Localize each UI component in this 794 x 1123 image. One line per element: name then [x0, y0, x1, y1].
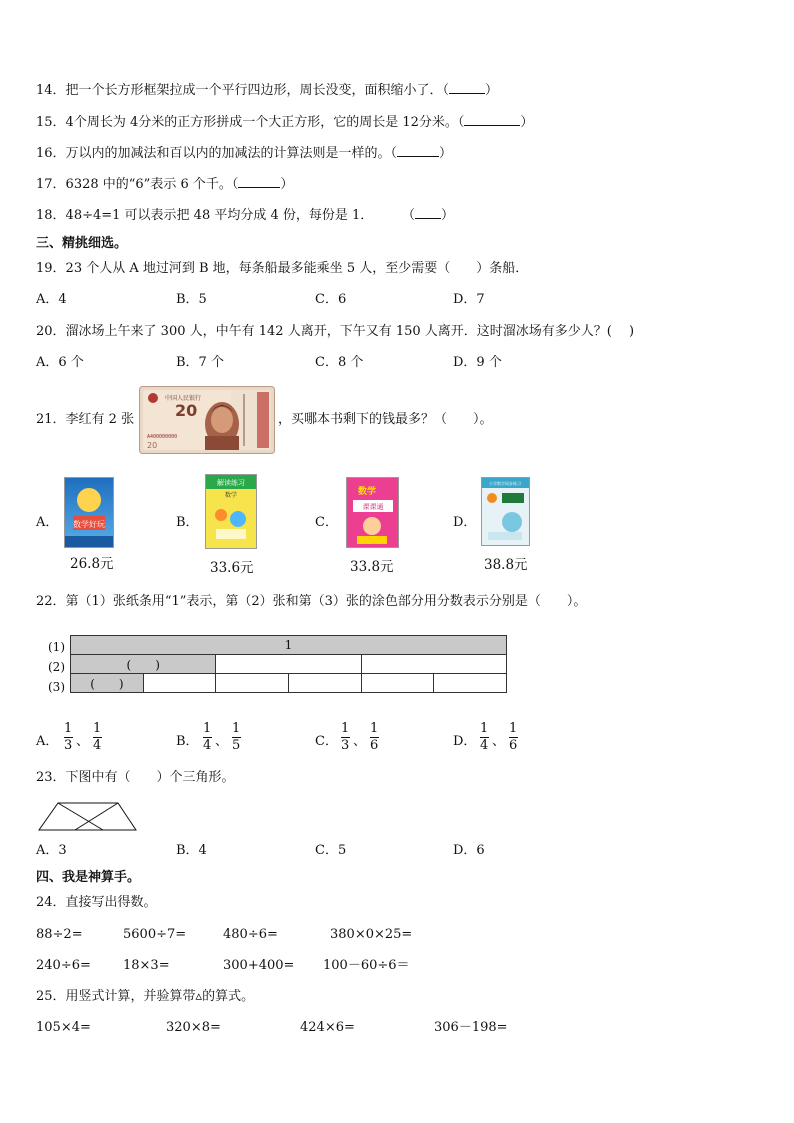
strip-1-whole: 1: [71, 636, 507, 655]
book-b-subtitle: 数学: [224, 492, 238, 499]
question-14-text: 14．把一个长方形框架拉成一个平行四边形，周长没变，面积缩小了．（: [36, 83, 450, 98]
calc-item: 18×3=: [123, 958, 170, 973]
price-a: 26.8元: [70, 556, 114, 572]
price-b: 33.6元: [210, 560, 254, 576]
strip-label-2: (2): [48, 660, 65, 674]
calc-item: 300+400=: [223, 958, 295, 973]
price-c: 33.8元: [350, 559, 394, 575]
option-b[interactable]: B．5: [176, 292, 207, 307]
option-d[interactable]: D．7: [453, 292, 485, 307]
vertical-calc-item: 105×4=: [36, 1020, 91, 1035]
svg-text:20: 20: [147, 441, 158, 450]
book-c-subtitle: 课课通: [362, 503, 384, 511]
book-cover-c: [346, 477, 399, 548]
question-17: 17．6328 中的“6”表示 6 个千。（ ）: [36, 177, 294, 192]
paper-strips-figure: [70, 635, 507, 693]
option-c[interactable]: C．5: [315, 843, 347, 858]
calc-item: 380×0×25=: [330, 927, 413, 942]
bank-name: 中国人民银行: [165, 395, 202, 402]
strip-3: [71, 674, 507, 693]
option-b[interactable]: B．7 个: [176, 355, 224, 370]
book-cover-b: [205, 474, 257, 549]
question-21-text-after: ，买哪本书剩下的钱最多？（ ）。: [278, 412, 493, 427]
option-c[interactable]: C．8 个: [315, 355, 364, 370]
book-c-title: 数学: [357, 487, 377, 497]
question-15: 15．4个周长为 4分米的正方形拼成一个大正方形，它的周长是 12分米。（ ）: [36, 115, 534, 130]
strip-label-1: (1): [48, 640, 65, 654]
calc-item: 480÷6=: [223, 927, 278, 942]
book-b-title: 解读练习: [217, 479, 245, 487]
question-14: 14．把一个长方形框架拉成一个平行四边形，周长没变，面积缩小了．（ ）: [36, 83, 499, 98]
banknote-value: 20: [175, 401, 198, 420]
strip-2-part: [216, 655, 361, 674]
book-cover-a: [64, 477, 114, 548]
fraction: 1 3: [341, 721, 350, 753]
calc-item: 100－60÷6＝: [323, 958, 410, 973]
book-d-title: 小学数学同步练习: [489, 481, 521, 486]
answer-blank[interactable]: [238, 187, 280, 188]
question-22-text: 22．第（1）张纸条用“1”表示，第（2）张和第（3）张的涂色部分用分数表示分别是（ ）。: [36, 594, 587, 609]
question-24-text: 24．直接写出得数。: [36, 895, 157, 910]
option-b[interactable]: B．4: [176, 843, 207, 858]
trapezoid-triangles-figure: [38, 802, 138, 832]
option-a[interactable]: A．4: [36, 292, 67, 307]
vertical-calc-item: 306－198=: [434, 1020, 508, 1035]
book-cover-d: [481, 477, 530, 546]
strip-label-3: (3): [48, 680, 65, 694]
book-a-title: 数学好玩: [73, 520, 105, 529]
strip-3-part: [289, 674, 362, 693]
question-17-text: 17．6328 中的“6”表示 6 个千。（: [36, 177, 239, 192]
answer-blank[interactable]: [415, 218, 441, 219]
option-d[interactable]: D．: [453, 515, 477, 530]
vertical-calc-item: 424×6=: [300, 1020, 355, 1035]
banknote-20-yuan: [139, 386, 275, 454]
question-25-text: 25．用竖式计算，并验算带▵的算式。: [36, 989, 255, 1004]
question-16: 16．万以内的加减法和百以内的加减法的计算法则是一样的。（ ）: [36, 146, 453, 161]
answer-blank[interactable]: [464, 125, 520, 126]
section-heading-3: 三、精挑细选。: [36, 236, 128, 251]
question-18: [36, 208, 373, 224]
question-19-text: 19．23 个人从 A 地过河到 B 地，每条船最多能乘坐 5 人，至少需要（ ）条船．: [36, 261, 529, 276]
strip-3-part: [143, 674, 216, 693]
fraction: 1 6: [370, 721, 379, 753]
option-a[interactable]: A．3: [36, 843, 67, 858]
option-d[interactable]: D．9 个: [453, 355, 502, 370]
fraction: 1 4: [203, 721, 212, 753]
section-heading-4: 四、我是神算手。: [36, 870, 141, 885]
option-c[interactable]: C．: [315, 515, 338, 530]
banknote-image: [139, 386, 275, 454]
fraction: 1 6: [509, 721, 518, 753]
strip-3-part: [434, 674, 507, 693]
question-15-text: 15．4个周长为 4分米的正方形拼成一个大正方形，它的周长是 12分米。（: [36, 115, 465, 130]
banknote-serial: A400000000: [147, 434, 178, 440]
fraction: 1 4: [480, 721, 489, 753]
question-18-blank: （ ）: [402, 208, 455, 223]
option-a[interactable]: A．: [36, 515, 59, 530]
strip-3-shaded: ( ): [71, 674, 144, 693]
question-16-text: 16．万以内的加减法和百以内的加减法的计算法则是一样的。（: [36, 146, 398, 161]
fraction: 1 3: [64, 721, 73, 753]
question-21-text-before: 21．李红有 2 张: [36, 412, 135, 427]
option-d[interactable]: D．6: [453, 843, 485, 858]
strip-2-part: [361, 655, 506, 674]
strip-1: [71, 636, 507, 655]
option-a[interactable]: A．6 个: [36, 355, 84, 370]
option-b[interactable]: B．: [176, 515, 199, 530]
strip-2-shaded: ( ): [71, 655, 216, 674]
strip-2: [71, 655, 507, 674]
answer-blank[interactable]: [397, 156, 439, 157]
calc-item: 5600÷7=: [123, 927, 187, 942]
calc-item: 240÷6=: [36, 958, 91, 973]
answer-blank[interactable]: [449, 93, 485, 94]
price-d: 38.8元: [484, 557, 528, 573]
calc-item: 88÷2=: [36, 927, 83, 942]
strip-3-part: [216, 674, 289, 693]
question-18-text: 18．48÷4=1 可以表示把 48 平均分成 4 份，每份是 1．: [36, 208, 374, 223]
fraction: 1 4: [93, 721, 102, 753]
strip-3-part: [361, 674, 434, 693]
book-cover-d-art: [482, 478, 529, 545]
vertical-calc-item: 320×8=: [166, 1020, 221, 1035]
book-cover-c-art: [347, 478, 398, 547]
fraction: 1 5: [232, 721, 241, 753]
question-20-text: 20．溜冰场上午来了 300 人，中午有 142 人离开，下午又有 150 人离开．这时溜冰场有多少人？( ): [36, 324, 635, 339]
option-c[interactable]: C．6: [315, 292, 347, 307]
book-cover-a-art: [65, 478, 113, 547]
book-cover-b-art: [206, 475, 256, 548]
question-23-text: 23．下图中有（ ）个三角形。: [36, 770, 235, 785]
